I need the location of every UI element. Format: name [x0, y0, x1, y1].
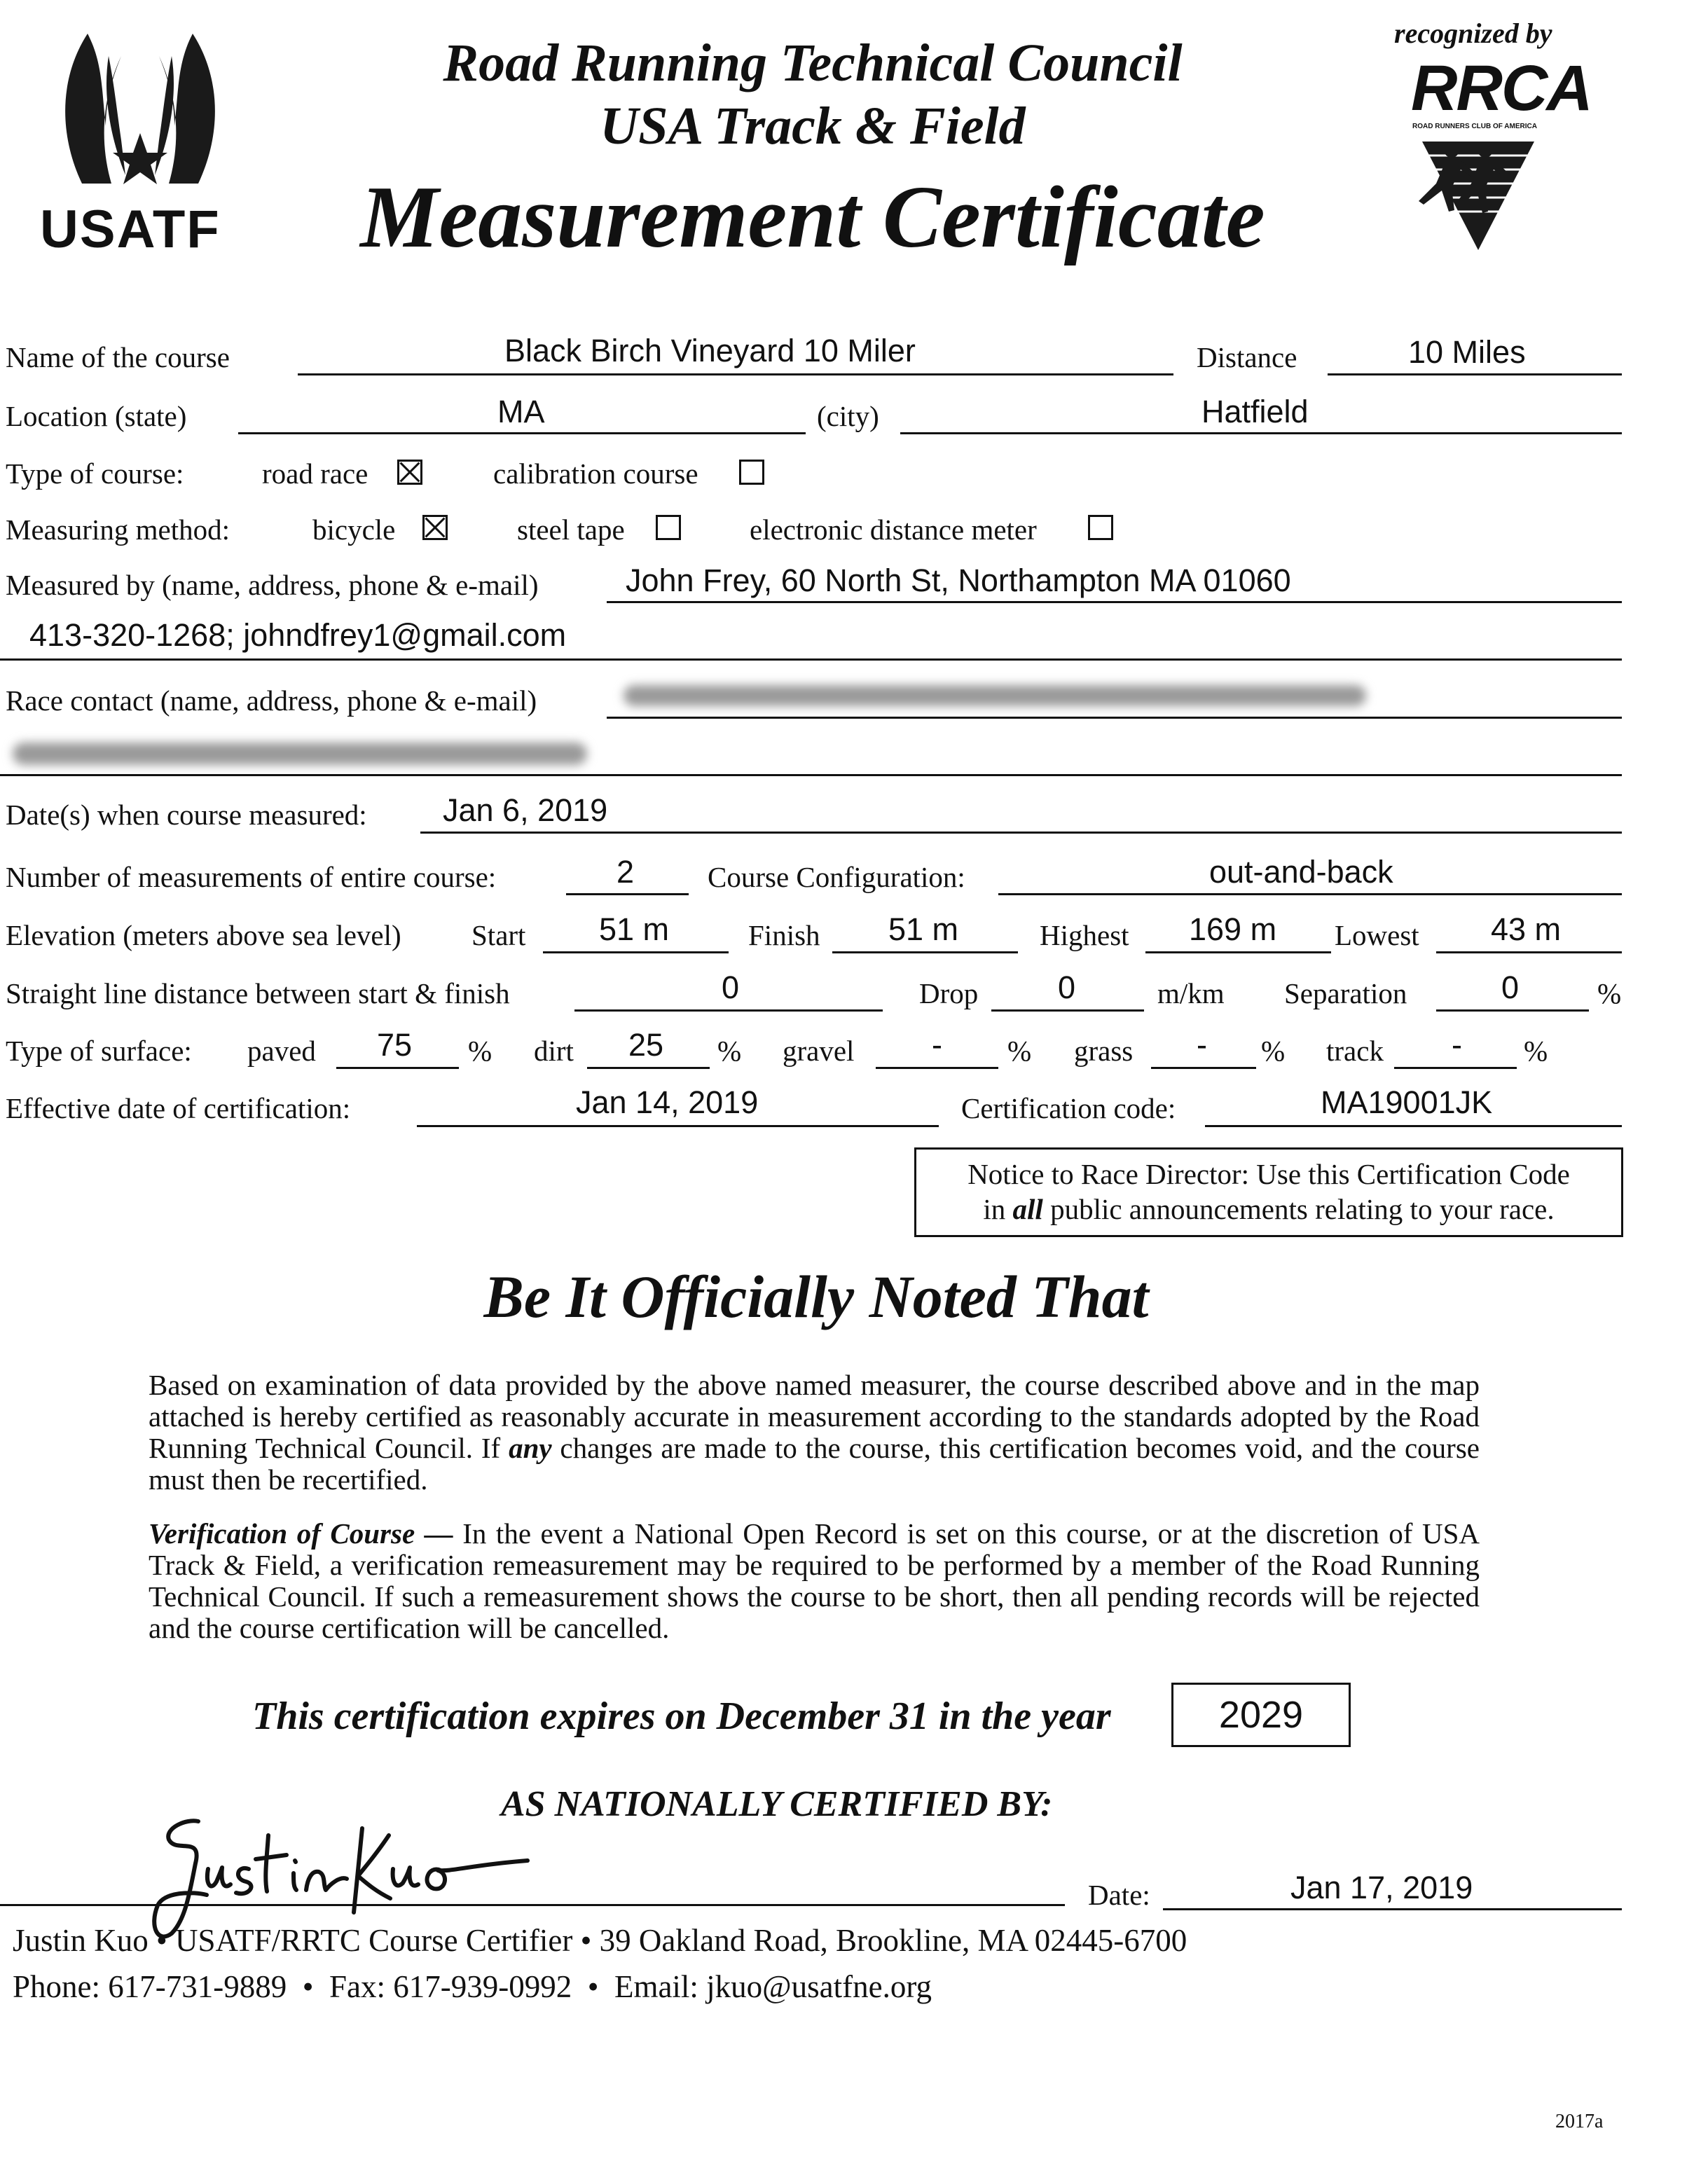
date-signed-label: Date:: [1088, 1879, 1150, 1911]
redacted-contact-1: [624, 685, 1366, 706]
dirt-value[interactable]: 25: [628, 1027, 664, 1063]
location-label: Location (state): [6, 400, 187, 432]
date-measured-line: [420, 832, 1622, 834]
elevation-lowest-value[interactable]: 43 m: [1491, 911, 1562, 947]
course-type-label: Type of course:: [6, 457, 184, 490]
course-name-value[interactable]: Black Birch Vineyard 10 Miler: [504, 333, 916, 368]
recognized-by-label: recognized by: [1394, 18, 1552, 49]
signature-line: [0, 1904, 1065, 1906]
noted-heading: Be It Officially Noted That: [483, 1263, 1149, 1330]
elevation-highest-label: Highest: [1040, 919, 1129, 951]
road-race-checkbox[interactable]: [397, 460, 422, 485]
dirt-label: dirt: [534, 1035, 574, 1067]
race-contact-label: Race contact (name, address, phone & e-mail): [6, 684, 537, 717]
usatf-logo-text: USATF: [40, 200, 221, 259]
elevation-highest-line: [1145, 951, 1331, 953]
grass-pct: %: [1261, 1035, 1286, 1067]
elevation-lowest-line: [1436, 951, 1622, 953]
notice-line-1: Notice to Race Director: Use this Certification Code: [967, 1158, 1570, 1190]
grass-line: [1151, 1067, 1256, 1069]
drop-line: [991, 1009, 1144, 1012]
steel-tape-checkbox[interactable]: [656, 515, 681, 540]
date-measured-label: Date(s) when course measured:: [6, 799, 367, 831]
usatf-wings-icon: [39, 28, 242, 217]
cert-code-line: [1205, 1125, 1622, 1127]
redacted-contact-2: [13, 743, 587, 765]
gravel-pct: %: [1007, 1035, 1032, 1067]
measured-by-value-2[interactable]: 413-320-1268; johndfrey1@gmail.com: [29, 617, 567, 653]
certified-heading: AS NATIONALLY CERTIFIED BY:: [501, 1784, 1053, 1824]
bicycle-label: bicycle: [312, 513, 396, 546]
certifier-line: Justin Kuo • USATF/RRTC Course Certifier • 39 Oakland Road, Brookline, MA 02445-6700: [13, 1923, 1187, 1958]
track-label: track: [1326, 1035, 1384, 1067]
track-value[interactable]: -: [1452, 1027, 1462, 1063]
drop-value[interactable]: 0: [1058, 970, 1076, 1005]
configuration-line: [998, 893, 1622, 895]
elevation-finish-value[interactable]: 51 m: [888, 911, 959, 947]
location-value[interactable]: MA: [497, 394, 545, 429]
bicycle-checkbox[interactable]: [422, 515, 448, 540]
form-version: 2017a: [1555, 2111, 1604, 2132]
dirt-line: [587, 1067, 710, 1069]
separation-value[interactable]: 0: [1501, 970, 1520, 1005]
expiry-year-box: [1171, 1683, 1351, 1747]
calibration-course-label: calibration course: [493, 457, 698, 490]
effective-date-label: Effective date of certification:: [6, 1092, 351, 1124]
elevation-label: Elevation (meters above sea level): [6, 919, 401, 951]
elevation-start-value[interactable]: 51 m: [599, 911, 670, 947]
separation-label: Separation: [1284, 977, 1407, 1009]
rrca-logo-text: RRCA: [1411, 53, 1592, 124]
edm-checkbox[interactable]: [1088, 515, 1113, 540]
elevation-finish-line: [832, 951, 1018, 953]
edm-label: electronic distance meter: [750, 513, 1037, 546]
city-value[interactable]: Hatfield: [1201, 394, 1309, 429]
gravel-line: [876, 1067, 998, 1069]
paved-line: [336, 1067, 459, 1069]
cert-code-value[interactable]: MA19001JK: [1321, 1084, 1493, 1120]
runners-triangle-icon: [1408, 134, 1541, 254]
certification-paragraph: Based on examination of data provided by the above named measurer, the course described above and in the map attached is hereby certified as reasonably accurate in measurement according to the standards adopted by the Road Running Technical Council. If any changes are made to the course, this certification becomes void, and the course must then be recertified.: [149, 1369, 1480, 1496]
paved-value[interactable]: 75: [377, 1027, 413, 1063]
road-race-label: road race: [262, 457, 369, 490]
notice-line-2: in all public announcements relating to your race.: [983, 1193, 1555, 1225]
certificate-title: Measurement Certificate: [360, 169, 1265, 266]
straight-line-line: [574, 1009, 883, 1012]
paved-label: paved: [247, 1035, 316, 1067]
elevation-highest-value[interactable]: 169 m: [1189, 911, 1277, 947]
notice-box: [914, 1147, 1623, 1237]
usatf-logo: [39, 28, 242, 259]
race-contact-line-1: [607, 717, 1622, 719]
gravel-value[interactable]: -: [932, 1027, 942, 1063]
cert-code-label: Certification code:: [961, 1092, 1176, 1124]
measured-by-line-1: [607, 601, 1622, 603]
measured-by-label: Measured by (name, address, phone & e-mail): [6, 569, 539, 601]
elevation-start-label: Start: [471, 919, 526, 951]
org-title: USA Track & Field: [600, 97, 1026, 156]
location-line: [238, 432, 806, 434]
measured-by-value-1[interactable]: John Frey, 60 North St, Northampton MA 01060: [626, 563, 1291, 598]
straight-line-value[interactable]: 0: [722, 970, 740, 1005]
verification-paragraph: Verification of Course — In the event a National Open Record is set on this course, or at the discretion of USA Track & Field, a verification remeasurement may be required to be performed by a member of the Road Running Technical Council. If such a remeasurement shows the course to be short, then all pending records will be rejected and the course certification will be cancelled.: [149, 1517, 1480, 1644]
city-line: [900, 432, 1622, 434]
track-line: [1394, 1067, 1517, 1069]
expiry-label: This certification expires on December 31 in the year: [252, 1695, 1111, 1738]
separation-unit: %: [1597, 977, 1622, 1009]
effective-date-line: [417, 1125, 939, 1127]
grass-value[interactable]: -: [1197, 1027, 1207, 1063]
distance-line: [1328, 373, 1622, 375]
date-signed-line: [1163, 1908, 1622, 1910]
course-name-label: Name of the course: [6, 341, 230, 373]
dirt-pct: %: [717, 1035, 742, 1067]
gravel-label: gravel: [783, 1035, 855, 1067]
distance-label: Distance: [1197, 341, 1297, 373]
num-measurements-label: Number of measurements of entire course:: [6, 861, 497, 893]
date-measured-value[interactable]: Jan 6, 2019: [443, 792, 608, 828]
paved-pct: %: [468, 1035, 493, 1067]
date-signed-value[interactable]: Jan 17, 2019: [1290, 1870, 1473, 1905]
steel-tape-label: steel tape: [517, 513, 625, 546]
elevation-finish-label: Finish: [748, 919, 820, 951]
num-measurements-line: [566, 893, 689, 895]
council-title: Road Running Technical Council: [443, 34, 1183, 92]
num-measurements-value[interactable]: 2: [617, 854, 635, 890]
expiry-year-value[interactable]: 2029: [1218, 1694, 1304, 1736]
calibration-course-checkbox[interactable]: [739, 460, 764, 485]
measured-by-line-2: [0, 658, 1622, 661]
contact-line: Phone: 617-731-9889 • Fax: 617-939-0992 • Email: jkuo@usatfne.org: [13, 1969, 932, 2004]
grass-label: grass: [1074, 1035, 1134, 1067]
distance-value[interactable]: 10 Miles: [1408, 334, 1526, 370]
elevation-lowest-label: Lowest: [1335, 919, 1419, 951]
rrca-logo: [1408, 53, 1592, 259]
method-label: Measuring method:: [6, 513, 230, 546]
effective-date-value[interactable]: Jan 14, 2019: [576, 1084, 759, 1120]
drop-label: Drop: [919, 977, 979, 1009]
course-name-line: [298, 373, 1173, 375]
drop-unit: m/km: [1157, 977, 1225, 1009]
surface-label: Type of surface:: [6, 1035, 192, 1067]
elevation-start-line: [543, 951, 729, 953]
track-pct: %: [1524, 1035, 1548, 1067]
city-label: (city): [817, 400, 879, 432]
race-contact-line-2: [0, 774, 1622, 776]
separation-line: [1436, 1009, 1589, 1012]
straight-line-label: Straight line distance between start & finish: [6, 977, 510, 1009]
rrca-logo-subtext: ROAD RUNNERS CLUB OF AMERICA: [1412, 123, 1537, 130]
configuration-value[interactable]: out-and-back: [1209, 854, 1393, 890]
configuration-label: Course Configuration:: [708, 861, 965, 893]
